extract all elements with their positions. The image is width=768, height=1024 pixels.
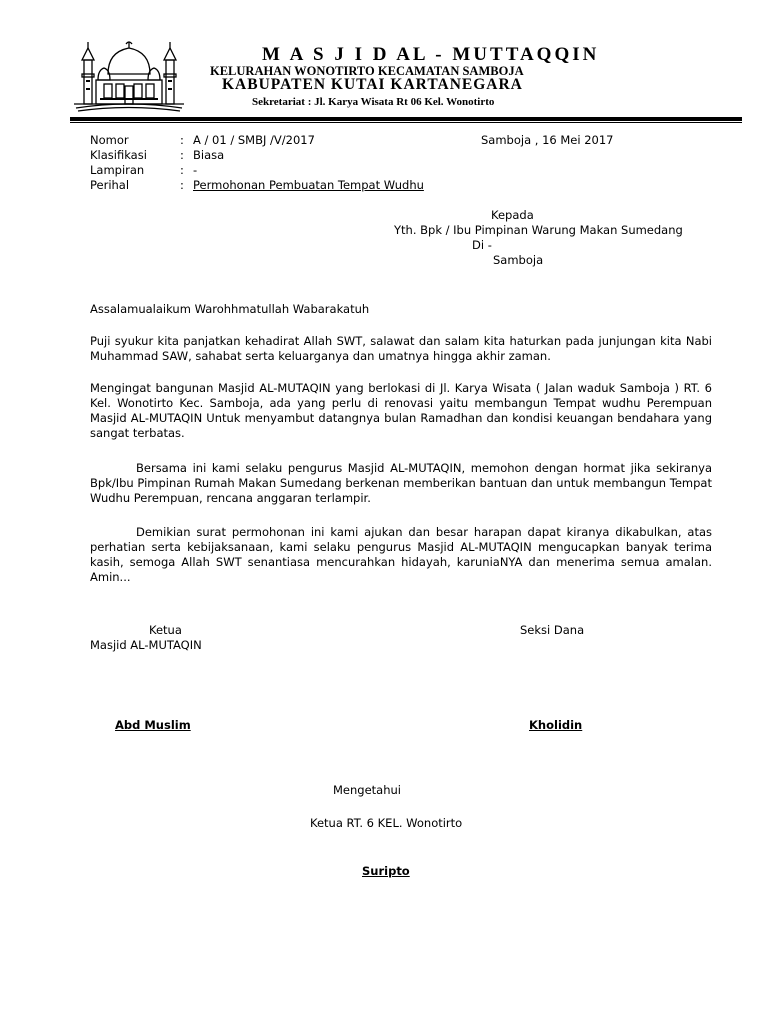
signature-left-role: Ketua xyxy=(149,623,182,637)
meta-label-perihal: Perihal xyxy=(90,178,130,192)
header-kelurahan: KELURAHAN WONOTIRTO KECAMATAN SAMBOJA xyxy=(210,64,524,78)
header-sekretariat: Sekretariat : Jl. Karya Wisata Rt 06 Kel. Wonotirto xyxy=(252,96,495,108)
meta-colon: : xyxy=(180,163,184,177)
paragraph-1: Puji syukur kita panjatkan kehadirat Allah SWT, salawat dan salam kita haturkan pada junjungan kita Nabi Muhammad SAW, sahabat serta keluarganya dan umatnya hingga akhir zaman. xyxy=(90,334,712,363)
meta-colon: : xyxy=(180,178,184,192)
greeting: Assalamualaikum Warohhmatullah Wabarakatuh xyxy=(90,302,370,316)
signature-left-org: Masjid AL-MUTAQIN xyxy=(90,638,202,652)
signature-right-name: Kholidin xyxy=(529,718,583,732)
signature-right-role: Seksi Dana xyxy=(520,623,585,637)
header-divider-thin xyxy=(70,122,742,123)
recipient-place: Samboja xyxy=(493,253,544,267)
recipient-name: Yth. Bpk / Ibu Pimpinan Warung Makan Sumedang xyxy=(394,223,683,237)
mosque-logo-icon xyxy=(70,40,188,112)
meta-value-klasifikasi: Biasa xyxy=(193,148,225,162)
signature-left-name: Abd Muslim xyxy=(115,718,191,732)
paragraph-2: Mengingat bangunan Masjid AL-MUTAQIN yang berlokasi di Jl. Karya Wisata ( Jalan waduk Samboja ) RT. 6 Kel. Wonotirto Kec. Samboja, ada yang perlu di renovasi yaitu membangun Tempat wudhu Perempuan Masjid AL-MUTAQIN Untuk menyambut datangnya bulan Ramadhan dan kondisi keuangan bendahara yang sangat terbatas. xyxy=(90,381,712,440)
place-date: Samboja , 16 Mei 2017 xyxy=(481,133,614,147)
acknowledge-label: Mengetahui xyxy=(333,783,401,797)
header-title: M A S J I D AL - MUTTAQQIN xyxy=(262,44,600,65)
meta-value-lampiran: - xyxy=(193,163,198,177)
paragraph-3: Bersama ini kami selaku pengurus Masjid AL-MUTAQIN, memohon dengan hormat jika sekiranya Bpk/Ibu Pimpinan Rumah Makan Sumedang berkenan memberikan bantuan dan untuk membangun Tempat Wudhu Perempuan, rencana anggaran terlampir. xyxy=(90,461,712,505)
acknowledge-role: Ketua RT. 6 KEL. Wonotirto xyxy=(310,816,463,830)
header-divider-thick xyxy=(70,117,742,121)
meta-label-nomor: Nomor xyxy=(90,133,129,147)
meta-label-klasifikasi: Klasifikasi xyxy=(90,148,147,162)
recipient-di: Di - xyxy=(472,238,492,252)
meta-colon: : xyxy=(180,148,184,162)
paragraph-4: Demikian surat permohonan ini kami ajukan dan besar harapan dapat kiranya dikabulkan, atas perhatian serta kebijaksanaan, kami selaku pengurus Masjid AL-MUTAQIN mengucapkan banyak terima kasih, semoga Allah SWT senantiasa mencurahkan hidayah, karuniaNYA dan menerima semua amalan. Amin... xyxy=(90,525,712,584)
recipient-kepada: Kepada xyxy=(491,208,534,222)
meta-value-perihal: Permohonan Pembuatan Tempat Wudhu xyxy=(193,178,424,192)
meta-value-nomor: A / 01 / SMBJ /V/2017 xyxy=(193,133,315,147)
header-kabupaten: KABUPATEN KUTAI KARTANEGARA xyxy=(222,76,523,93)
meta-colon: : xyxy=(180,133,184,147)
acknowledge-name: Suripto xyxy=(362,864,410,878)
meta-label-lampiran: Lampiran xyxy=(90,163,145,177)
